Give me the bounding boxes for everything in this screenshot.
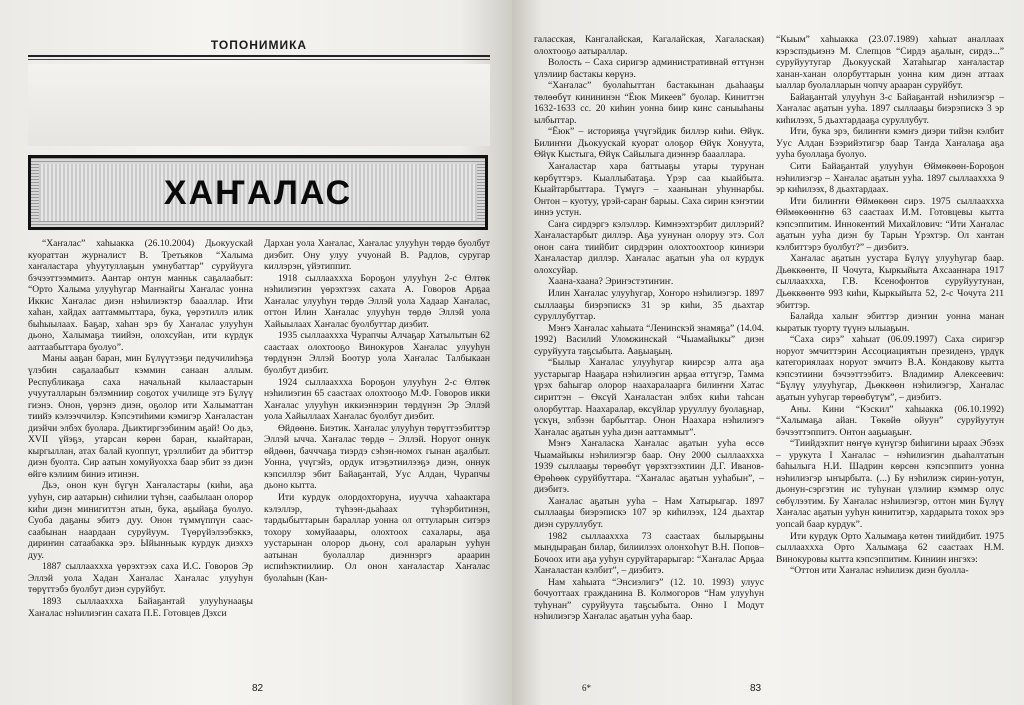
paragraph: 1924 сыллааххха Бороҕон улууһун 2-с Өлтөк нэһилиэгин 65 саастаах олохтооҕо М.Ф. Говоров икки Хаҥалас улууһун иккиэннэрин төрдүнэн Эр Эллэй уола Хайыллаах Хаҥалас буолбут диэбит. (264, 376, 490, 423)
paragraph: “Былыр Хаҥалас улууһугар киирсэр алта аҕа уустарыгар Нааҕара нэһилиэгин арҕаа өттүгэр, Тамма үрэх баһыгар олорор наахаралаарга билиҥҥи Хатас сириттэн – Өксүй Хаҥаластан элбэх киһи таһсан олорбуттар. Наахаралар, өксүйлар урууллуу буолаҕнар, үскүн, элбээн барбыттар. Онон Наахара нэһилиэгэ Хаҥалас аҕатын ууһа диэн ааттаммыт”. (534, 357, 764, 438)
signature-mark: 6* (582, 683, 591, 693)
paragraph: Хаҥалас аҕатын уустара Бүлүү улууһугар баар. Дьөккөөнтө, II Чочута, Кыркыйыта Ахсааннара 1917 сыллааххха, Г.В. Ксенофонтов суруйуутунан, Дьөккөөнтө 993 киһи, Кыркыйыта 52, 2-с Чочута 211 эбиттэр. (776, 253, 1004, 311)
paragraph: “Хаҥалас” буолаһыттан бастакынан дьаһааҕы төлөөбүт кинининэн “Ёюк Микеев” буолар. Киниттэн 1632-1633 сс. 20 киһин уонна биир кинс саныыһаны ылбыттар. (534, 80, 764, 126)
page-number-left: 82 (252, 683, 264, 694)
paragraph: Өйдөөнө. Биэтик. Хаҥалас улууһун төрүттээбиттэр Эллэй ычча. Хаҥалас төрдө – Эллэй. Норуот оннук өйдөөн, бачччаҕа тиэрдэ сэһэн-номох гынан аҕалбыт. Уонна, үчүгэйэ, ордук итэҕэтиилээҕэ диэн, оннук кэпсиллэр эбит Байаҕантай, Уус Алдан, Чурапчы дьоно кытта. (264, 422, 490, 492)
paragraph: Мэҥэ Хаҥалас хаһыата “Ленинскэй знамяҕа” (14.04. 1992) Василий Уломжинскай “Чыамайыкы” диэн суруйуута таҕсыбыта. Ааҕыаҕың. (534, 322, 764, 357)
paragraph: Дархан уола Хаҥалас, Хаҥалас улууһун төрдө буолбут диэбит. Ону улуу учуонай В. Радлов, суругар киллэрэн, үйэтиппит. (264, 238, 490, 273)
page-number-right: 83 (750, 683, 762, 694)
paragraph: Волость – Саха сиригэр административнай өттүнэн үлэлиир бастакы көрүнэ. (534, 57, 764, 80)
paragraph: 1982 сыллааххха 73 саастаах былырҕыны мындыраҕан билар, билиилээх олонхоҺут В.Н. Попов–Бочоох ити аҕа ууһун суруйтарарыгар: “Хаҥалас Арҕаа Хаҥаластан кэлбит”, – диэбитэ. (534, 530, 764, 577)
paragraph: Балайда халыҥ эбиттэр диэҥин уонна манан кыратык туорту түүнэ ылыаҕын. (776, 311, 1004, 334)
paragraph: Ити, бука эрэ, билиҥҥи кэмҥэ диэри тийэн кэлбит Уус Алдан Бээрийэтигэр баар Таҥда Хаҥалаҕа аҕа ууһа буоллаҕа буолуо. (776, 126, 1004, 161)
running-header: ТОПОНИМИКА (210, 38, 308, 52)
paragraph: Мэҥэ Хаҥаласка Хаҥалас аҕатын ууһа өссө Чыамайыкы нэһилиэгэр баар. Ону 2000 сыллааххха 1939 сыллааҕы төрөөбүт үөрэхтээхтиин Д.Г. Иванов-Өрөһөөк суруйбуттара. “Хаҥалас аҕатын ууһабын”, – диэбитэ. (534, 438, 764, 496)
left-column-1 (28, 238, 253, 619)
article-title: ХАҤАЛАС (163, 174, 353, 212)
paragraph: Сити Байаҕантай улууһун Өймөкөөн-Бороҕон нэһилиэгэр – Хаҥалас аҕатын ууһа. 1897 сыллааххха 9 эр киһилээх, 8 дьахтардаах. (776, 161, 1004, 196)
left-column-2 (264, 238, 490, 584)
right-page (512, 0, 1024, 705)
right-column-2 (776, 34, 1004, 577)
paragraph: Илин Хаҥалас улууһугар, Хоҥоро нэһилиэгэр. 1897 сыллааҕы биэрэпискэ 31 эр киһи, 35 дьахтар суруллубуттар. (534, 288, 764, 323)
paragraph: Саҥа сирдэргэ кэлэллэр. Кимнээхтэрбит диллэрий? Хаҥаластарбыт диллэр. Аҕа уунунан олоруу этэ. Сол онон саҥа тиийбит сирдэрин олохтоохтоор киниэри Хаҥаластар диллэр. Хаҥалас аҕатын уһа ол курдук олохсуйар. (534, 218, 764, 276)
header-rule (28, 55, 490, 57)
paragraph: 1935 сыллааххха Чурапчы Алчаҕар Хатылытын 62 саастаах олохтооҕо Винокуров Хаҥалас улууһун төрдүнэн Эллэй Боотур уола Хаҥалас Талбыкаан буолбут диэбит. (264, 330, 490, 377)
paragraph: Маны ааҕан баран, мин Бүлүүтээҕи педучилиһэҕа үлэбин саҕалаабыт кэммин санаан аллым. Республикаҕа саха начальнай кылаастарын учууталларын бэлэмниир соҕотох училище этэ Бүлүү гиэнэ. Онон, үөрэнэ диэн, оҕолор ити Халыматтан тиийэ кэлээччилэр. Кэпсэтиһими кэмигэр Хаҥаластан диэйчи элбэх буолара. Дьиктиргээбиним аҕай! Оо дьэ, XVII үйэҕэ, утарсан көрөн баран, кыайтаран, кыргыллан, атах балай куоппут, үрэллибит да эбиттэр диэн буолта. Сир аатын хомуйуохха баар эбит эз диэн өйгө кэлиим биниэ итинэн. (28, 353, 253, 480)
paragraph: 1893 сыллааххха Байаҕантай улууһунааҕы Хаҥалас нэһилиэгин сахата П.Е. Готовцев Дэхси (28, 595, 253, 619)
paragraph: Ити курдук Орто Халымаҕа көтөн тиийдибит. 1975 сыллааххха Орто Халымаҕа 62 саастаах Н.М. Винокуровы кытта кэпсэппитим. Киниин ингэхэ: (776, 530, 1004, 565)
paragraph: “Саха сирэ” хаһыат (06.09.1997) Саха сиригэр норуот эмчиттэрин Ассоциациятын президенэ, үрдүк категориялаах норуот эмчитэ В.А. Кондакову кытта кэпсэтиини бэчээттээбитэ. Владимир Алексеевич: “Бүлүү улууһугар, Дьөккөөн нэһилиэгэр, Хаҥалас аҕатын ууһугар төрөөбүтүм”, – диэбитэ. (776, 334, 1004, 403)
paragraph: Байаҕантай улууһун 3-с Байаҕантай нэһилиэгэр – Хаҥалас аҕатын ууһа. 1897 сыллааҕы биэрэпискэ 3 эр киһилээх, 5 дьахтардааҕа суруллубут. (776, 91, 1004, 126)
paragraph: “Тиийдэхпит нөҥүө күнүгэр биһигини ыраах Эбээх – урукута I Хаҥалас – нэһилиэгин дьаһалтатын баһылыга Н.И. Шадрин көрсөн кэпсэппитэ уонна нэһилиэгэр ыҥырбыта. (...) Бу нэһилиэк сирин-уотун, дьонун-сэргэтин ис туһунан үлэлиир кэммэр олус сөбүлээтим. Бу Хаҥалас нэһилиэгэр, оттон мин Бүлүү Хаҥалас аҕатын ууһун кинититэр, хардарыта тохох эрэ уопсай баар курдук”. (776, 438, 1004, 530)
header-rule-thin (28, 59, 490, 60)
paragraph: “Ёюк” – историяҕа үчүгэйдик биллэр киһи. Өйүк. Билиҥҥи Дьокуускай куорат олоҕор Өйүк Хонуута, Өйүк Кыстыга, Өйүк Сайылыга диэннэр баааллара. (534, 126, 764, 161)
paragraph: “Кыым” хаһыакка (23.07.1989) хаһыат аналлаах кэрэспэдьиэнэ М. Слепцов “Сирдэ аҕалыҥ, сирдэ...” суруйуутугар Дьокуускай Хатаһыгар хаҥаластар ханан-ханан олорбуттарын уонна ким диэн аттаах ыаллар буолалларын чопчу арааран суруйбут. (776, 34, 1004, 92)
paragraph: Аны. Кини “Кэскил” хаһыакка (06.10.1992) “Халымаҕа айан. Төкөйө ойуун” суруйуутун бэчээттэппитэ. Онтон ааҕыаҕыҥ. (776, 403, 1004, 438)
paragraph: 1887 сыллааххха үөрэхтээх саха И.С. Говоров Эр Эллэй уола Хадан Хаҥалас Хаҥалас улууһун төрүттэбэ буолбут диэн суруйбут. (28, 561, 253, 596)
paragraph: “Хаҥалас” хаһыакка (26.10.2004) Дьокуускай куораттан журналист В. Третьяков “Халыма хаҥаластара уһуутуллаҕын умнубаттар” суруйууга бэчээттээммитэ. Аантар онтун манньк саҕалаабыт: “Орто Халыма улууһугар Маҥнайгы Хаҥалас уонна Иккис Хаҥалас диэн нэһилиэктэр баааллар. Ити хаһан, хайдах ааттаммыттара, бука, үөрэтиллэ илик быһыылаах. Баҕар, хаһан эрэ бу Хаҥалас улууһун дьоно, Халымаҕа тиийэн, олохсуйан, ити күрдүк ааттаабыттара буолуо”. (28, 238, 253, 353)
paragraph: Нам хаһыата “Энсиэлигэ” (12. 10. 1993) улуус бочуоттаах гражданина В. Колмогоров “Нам улууһун туһунан” суруйуута таҕсыбыта. Онно I Модут нэһилиэгэр Хаҥалас аҕатын ууһа баар. (534, 576, 764, 623)
paragraph: Хаҥалас аҕатын ууһа – Нам Хатырыгар. 1897 сыллааҕы биэрэпискэ 107 эр киһилээх, 124 дьахтар диэн суруллубут. (534, 495, 764, 530)
paragraph: Хаана-хаана? Эриҥэстэтиҥиҥ. (548, 276, 674, 288)
paragraph: Ити билиҥҥи Өймөкөөн сирэ. 1975 сыллааххха Өймөкөөнҥнө 63 саастаах И.М. Готовцевы кытта кэпсэппитим. Иннокентий Михайлович: “Ити Хаҥалас аҕатын ууһа диэн бу Тарын Үрэхтэр. Ол хантан кэлбиттэрэ буолбут?” – диэбитэ. (776, 195, 1004, 253)
paragraph: Хаҥаластар хара баттыаҕы утары турунан көрбүттэрэ. Кыаллыбатаҕа. Үрэр саа кыайбыта. Кыайтарбыттара. Түмүгэ – хаанынан уһуннарбы. Онтон – куотуу, үрэй-сараҥ барыы. Саха сирин кэҥэтии иннэ устун. (534, 161, 764, 219)
paragraph: Ити курдук олордохторуна, иуучча хаһаактара кэлэллэр, түһээн-дьаһаах түһэрбитинэн, тардыбыттарын бараллар уонна ол оттуларын ситэрэ тохору хомуйааары, олохтоох сахалары, аҕа уустарынан олорор дьону, сол араларын ууһун аатынан буолаллар диэннэргэ араарин испиһэктиилиир. Ол онон хаҥаластар Хаҥалас буолаһын (Кан- (264, 492, 490, 584)
blank-band (28, 64, 490, 146)
right-column-1 (534, 34, 764, 623)
paragraph: Дьэ, онон кун бүгүн Хаҥаластары (киһи, аҕа ууһун, сир аатарын) сиһилии түһэн, саабылаан олорор киһи диэн минигиттэн атын, бука, аҕыйаҕа буолуо. Суоба даҕаны эбитэ дуу. Онон түммүппүн саас-саабынан наардаан суруйуум. Түөрүйэлээбэккэ, дириҥин сатаабакка эрэ. Ыйынньык курдук диэххэ дуу. (28, 480, 253, 561)
paragraph: галасская, Кангалайская, Кагалайская, Хагалаская) олохтооҕо аатыраллар. (534, 34, 764, 57)
title-banner (28, 155, 488, 230)
paragraph: 1918 сыллааххха Бороҕон улууһун 2-с Өлтөк нэһилиэгин үөрэхтээх сахата А. Говоров Арҕаа Хаҥалас улууһун төрдө Эллэй уола Хадаар Хаҥалас, оттон Илин Хаҥалас улууһун төрдө Эллэй уола Хайыылаах Хаҥалас буолбуттар диэбит. (264, 272, 490, 330)
paragraph: “Оттон ити Хаҥалас нэһилиэк диэн буолла- (790, 565, 969, 577)
